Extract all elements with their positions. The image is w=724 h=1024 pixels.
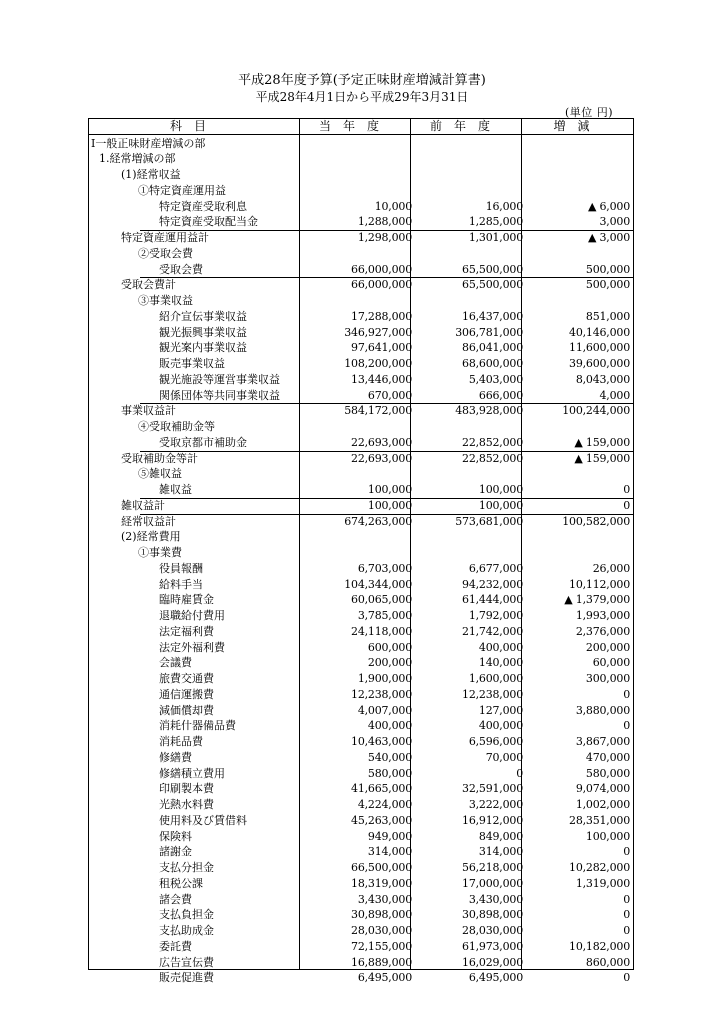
account-label: ⑤雑収益: [138, 467, 182, 481]
account-label: 退職給付費用: [159, 609, 225, 622]
account-label: 受取京都市補助金: [159, 435, 247, 449]
current-year-value: 22,693,000: [351, 451, 412, 465]
change-value: 60,000: [592, 656, 630, 670]
table-row: [89, 356, 633, 372]
current-year-value: 100,000: [367, 483, 412, 496]
previous-year-value: 6,495,000: [468, 971, 523, 985]
previous-year-value: 6,677,000: [468, 561, 523, 575]
account-label: 観光案内事業収益: [159, 341, 247, 355]
previous-year-value: 849,000: [478, 829, 523, 843]
previous-year-value: 70,000: [485, 750, 523, 764]
previous-year-value: 61,973,000: [462, 939, 523, 953]
previous-year-value: 22,852,000: [462, 451, 523, 465]
subtotal-rule: [140, 498, 633, 499]
change-value: 0: [623, 892, 630, 906]
current-year-value: 3,430,000: [357, 892, 412, 906]
previous-year-value: 56,218,000: [462, 861, 523, 874]
account-label: ④受取補助金等: [138, 420, 215, 433]
change-value: ▲ 1,379,000: [564, 593, 630, 607]
current-year-value: 104,344,000: [344, 577, 412, 591]
table-row: [89, 671, 633, 687]
current-year-value: 346,927,000: [344, 325, 412, 339]
current-year-value: 45,263,000: [351, 813, 412, 827]
table-row: [89, 734, 633, 750]
table-row: [89, 860, 633, 876]
previous-year-value: 16,000: [485, 199, 523, 213]
account-label: 紹介宣伝事業収益: [159, 309, 247, 323]
account-label: 通信運搬費: [159, 687, 214, 701]
current-year-value: 28,030,000: [351, 924, 412, 937]
current-year-value: 949,000: [367, 829, 412, 843]
previous-year-value: 400,000: [478, 719, 523, 733]
previous-year-value: 0: [516, 766, 523, 780]
current-year-value: 72,155,000: [351, 939, 412, 953]
table-row: [89, 892, 633, 908]
table-row: [89, 577, 633, 593]
current-year-value: 674,263,000: [344, 514, 412, 528]
table-row: [89, 293, 633, 309]
account-label: 販売促進費: [159, 971, 214, 985]
previous-year-value: 6,596,000: [468, 735, 523, 748]
previous-year-value: 16,437,000: [462, 309, 523, 323]
current-year-value: 1,288,000: [357, 215, 412, 229]
account-label: 修繕費: [159, 750, 192, 764]
account-label: 受取補助金等計: [121, 451, 198, 465]
subtotal-row: [89, 451, 633, 467]
table-row: [89, 325, 633, 341]
previous-year-value: 400,000: [478, 640, 523, 654]
change-value: 580,000: [585, 766, 630, 780]
table-row: [89, 372, 633, 388]
change-value: 0: [623, 483, 630, 496]
change-value: 0: [623, 719, 630, 733]
subtotal-row: [89, 514, 633, 530]
account-label: 修繕積立費用: [159, 766, 225, 780]
account-label: 保険料: [159, 829, 192, 843]
previous-year-value: 16,029,000: [462, 955, 523, 969]
account-label: ③事業収益: [138, 294, 193, 307]
change-value: 300,000: [585, 672, 630, 685]
change-value: 0: [623, 845, 630, 859]
previous-year-value: 21,742,000: [462, 624, 523, 638]
account-label: 事業収益計: [121, 404, 176, 418]
account-label: 受取会費計: [121, 278, 176, 292]
table-row: [89, 876, 633, 892]
subtotal-row: [89, 498, 633, 514]
current-year-value: 4,007,000: [357, 703, 412, 717]
account-label: 関係団体等共同事業収益: [159, 388, 280, 402]
account-label: 委託費: [159, 939, 192, 953]
change-value: 4,000: [599, 388, 630, 402]
account-label: 特定資産受取配当金: [159, 215, 258, 229]
account-label: 消耗什器備品費: [159, 719, 236, 733]
current-year-value: 6,703,000: [357, 561, 412, 575]
change-value: ▲ 159,000: [574, 435, 630, 449]
table-row: [89, 624, 633, 640]
table-row: [89, 529, 633, 545]
account-label: 支払分担金: [159, 861, 214, 874]
current-year-value: 10,000: [374, 199, 412, 213]
current-year-value: 16,889,000: [351, 955, 412, 969]
change-value: 10,182,000: [569, 939, 630, 953]
subtotal-row: [89, 403, 633, 419]
table-row: [89, 340, 633, 356]
account-label: 雑収益: [159, 483, 192, 496]
table-row: [89, 813, 633, 829]
header-current-year: 当年度: [318, 119, 391, 133]
previous-year-value: 30,898,000: [462, 908, 523, 922]
change-value: 1,993,000: [575, 609, 630, 622]
current-year-value: 4,224,000: [357, 798, 412, 811]
current-year-value: 22,693,000: [351, 435, 412, 449]
change-value: 40,146,000: [569, 325, 630, 339]
subtotal-row: [89, 230, 633, 246]
change-value: 470,000: [585, 750, 630, 764]
table-row: [89, 183, 633, 199]
change-value: 0: [623, 687, 630, 701]
table-row: [89, 545, 633, 561]
previous-year-value: 306,781,000: [455, 325, 523, 339]
previous-year-value: 573,681,000: [455, 514, 523, 528]
change-value: 0: [623, 924, 630, 937]
account-label: Ⅰ一般正味財産増減の部: [91, 136, 206, 150]
previous-year-value: 140,000: [478, 656, 523, 670]
table-row: [89, 907, 633, 923]
previous-year-value: 16,912,000: [462, 813, 523, 827]
change-value: 2,376,000: [575, 624, 630, 638]
change-value: 11,600,000: [569, 341, 630, 355]
account-label: 支払負担金: [159, 908, 214, 922]
table-row: [89, 167, 633, 183]
change-value: 0: [623, 498, 630, 512]
change-value: ▲ 3,000: [587, 231, 630, 244]
account-label: 旅費交通費: [159, 672, 214, 685]
current-year-value: 540,000: [367, 750, 412, 764]
previous-year-value: 483,928,000: [455, 404, 523, 418]
table-row: [89, 766, 633, 782]
current-year-value: 12,238,000: [351, 687, 412, 701]
table-row: [89, 955, 633, 971]
header-previous-year: 前年度: [429, 119, 502, 133]
account-label: 受取会費: [159, 262, 203, 276]
table-row: [89, 970, 633, 986]
current-year-value: 1,298,000: [357, 231, 412, 244]
previous-year-value: 3,430,000: [468, 892, 523, 906]
previous-year-value: 3,222,000: [468, 798, 523, 811]
table-row: [89, 608, 633, 624]
change-value: 26,000: [592, 561, 630, 575]
account-label: 諸会費: [159, 892, 192, 906]
table-row: [89, 309, 633, 325]
previous-year-value: 22,852,000: [462, 435, 523, 449]
previous-year-value: 5,403,000: [468, 372, 523, 386]
current-year-value: 670,000: [367, 388, 412, 402]
table-row: [89, 592, 633, 608]
table-row: [89, 482, 633, 498]
subtotal-rule: [140, 451, 633, 452]
previous-year-value: 100,000: [478, 483, 523, 496]
table-row: [89, 151, 633, 167]
account-label: 印刷製本費: [159, 782, 214, 796]
account-label: 租税公課: [159, 876, 203, 890]
previous-year-value: 86,041,000: [462, 341, 523, 355]
table-row: [89, 718, 633, 734]
current-year-value: 580,000: [367, 766, 412, 780]
change-value: ▲ 159,000: [574, 451, 630, 465]
account-label: 法定福利費: [159, 624, 214, 638]
current-year-value: 17,288,000: [351, 309, 412, 323]
change-value: 100,582,000: [562, 514, 630, 528]
current-year-value: 66,000,000: [351, 278, 412, 292]
previous-year-value: 100,000: [478, 498, 523, 512]
current-year-value: 108,200,000: [344, 357, 412, 370]
current-year-value: 400,000: [367, 719, 412, 733]
account-label: 特定資産受取利息: [159, 199, 247, 213]
previous-year-value: 32,591,000: [462, 782, 523, 796]
previous-year-value: 28,030,000: [462, 924, 523, 937]
table-row: [89, 136, 633, 152]
change-value: 3,880,000: [575, 703, 630, 717]
previous-year-value: 1,600,000: [468, 672, 523, 685]
current-year-value: 60,065,000: [351, 593, 412, 607]
account-label: (1)経常収益: [121, 168, 181, 181]
table-row: [89, 561, 633, 577]
change-value: 39,600,000: [569, 357, 630, 370]
account-label: 特定資産運用益計: [121, 231, 209, 244]
current-year-value: 41,665,000: [351, 782, 412, 796]
subtotal-row: [89, 277, 633, 293]
table-header: [89, 119, 633, 135]
table-row: [89, 214, 633, 230]
account-label: 会議費: [159, 656, 192, 670]
change-value: 28,351,000: [569, 813, 630, 827]
current-year-value: 600,000: [367, 640, 412, 654]
account-label: 臨時雇賃金: [159, 593, 214, 607]
previous-year-value: 127,000: [478, 703, 523, 717]
table-row: [89, 435, 633, 451]
account-label: 光熱水料費: [159, 798, 214, 811]
account-label: 経常収益計: [121, 514, 176, 528]
account-label: 減価償却費: [159, 703, 214, 717]
subtotal-rule: [140, 277, 633, 278]
subtotal-rule: [140, 403, 633, 404]
account-label: 役員報酬: [159, 561, 203, 575]
table-row: [89, 388, 633, 404]
header-account: 科目: [169, 119, 218, 133]
change-value: 9,074,000: [575, 782, 630, 796]
change-value: 1,319,000: [575, 876, 630, 890]
table-row: [89, 844, 633, 860]
change-value: 851,000: [585, 309, 630, 323]
change-value: 200,000: [585, 640, 630, 654]
table-row: [89, 246, 633, 262]
account-label: (2)経常費用: [121, 530, 181, 544]
header-change: 増減: [553, 119, 602, 133]
table-row: [89, 640, 633, 656]
change-value: 1,002,000: [575, 798, 630, 811]
previous-year-value: 68,600,000: [462, 357, 523, 370]
previous-year-value: 666,000: [478, 388, 523, 402]
table-row: [89, 797, 633, 813]
account-label: 使用料及び賃借料: [159, 813, 247, 827]
current-year-value: 6,495,000: [357, 971, 412, 985]
previous-year-value: 314,000: [478, 845, 523, 859]
current-year-value: 30,898,000: [351, 908, 412, 922]
table-row: [89, 923, 633, 939]
account-label: 給料手当: [159, 577, 203, 591]
account-label: 観光施設等運営事業収益: [159, 372, 280, 386]
table-row: [89, 939, 633, 955]
previous-year-value: 1,792,000: [468, 609, 523, 622]
previous-year-value: 65,500,000: [462, 262, 523, 276]
change-value: 3,000: [599, 215, 630, 229]
table-row: [89, 750, 633, 766]
table-row: [89, 829, 633, 845]
change-value: 100,000: [585, 829, 630, 843]
table-row: [89, 655, 633, 671]
change-value: 10,112,000: [569, 577, 630, 591]
table-row: [89, 419, 633, 435]
account-label: 雑収益計: [121, 498, 165, 512]
subtotal-rule: [140, 230, 633, 231]
change-value: 100,244,000: [562, 404, 630, 418]
change-value: 860,000: [585, 955, 630, 969]
previous-year-value: 94,232,000: [462, 577, 523, 591]
current-year-value: 24,118,000: [351, 624, 412, 638]
change-value: 500,000: [585, 278, 630, 292]
current-year-value: 66,500,000: [351, 861, 412, 874]
previous-year-value: 61,444,000: [462, 593, 523, 607]
account-label: 支払助成金: [159, 924, 214, 937]
previous-year-value: 1,301,000: [468, 231, 523, 244]
current-year-value: 66,000,000: [351, 262, 412, 276]
current-year-value: 10,463,000: [351, 735, 412, 748]
change-value: 0: [623, 971, 630, 985]
budget-table: [88, 118, 634, 985]
change-value: 3,867,000: [575, 735, 630, 748]
change-value: 8,043,000: [575, 372, 630, 386]
account-label: 販売事業収益: [159, 357, 225, 370]
table-row: [89, 199, 633, 215]
current-year-value: 13,446,000: [351, 372, 412, 386]
account-label: ②受取会費: [138, 246, 193, 260]
table-row: [89, 466, 633, 482]
unit-label: (単位 円): [565, 106, 614, 119]
table-row: [89, 703, 633, 719]
current-year-value: 18,319,000: [351, 876, 412, 890]
subtotal-rule: [140, 514, 633, 515]
account-label: 消耗品費: [159, 735, 203, 748]
account-label: ①事業費: [138, 546, 182, 559]
current-year-value: 200,000: [367, 656, 412, 670]
current-year-value: 314,000: [367, 845, 412, 859]
table-row: [89, 262, 633, 278]
change-value: ▲ 6,000: [587, 199, 630, 213]
account-label: 法定外福利費: [159, 640, 225, 654]
previous-year-value: 12,238,000: [462, 687, 523, 701]
current-year-value: 3,785,000: [357, 609, 412, 622]
current-year-value: 584,172,000: [344, 404, 412, 418]
current-year-value: 100,000: [367, 498, 412, 512]
account-label: 1.経常増減の部: [99, 152, 176, 166]
fiscal-period: 平成28年4月1日から平成29年3月31日: [255, 90, 469, 104]
current-year-value: 97,641,000: [351, 341, 412, 355]
table-row: [89, 781, 633, 797]
account-label: ①特定資産運用益: [138, 183, 226, 197]
account-label: 観光振興事業収益: [159, 325, 247, 339]
change-value: 0: [623, 908, 630, 922]
document-title: 平成28年度予算(予定正味財産増減計算書): [238, 73, 486, 88]
current-year-value: 1,900,000: [357, 672, 412, 685]
change-value: 500,000: [585, 262, 630, 276]
account-label: 諸謝金: [159, 845, 192, 859]
change-value: 10,282,000: [569, 861, 630, 874]
previous-year-value: 65,500,000: [462, 278, 523, 292]
table-row: [89, 687, 633, 703]
previous-year-value: 1,285,000: [468, 215, 523, 229]
previous-year-value: 17,000,000: [462, 876, 523, 890]
account-label: 広告宣伝費: [159, 955, 214, 969]
